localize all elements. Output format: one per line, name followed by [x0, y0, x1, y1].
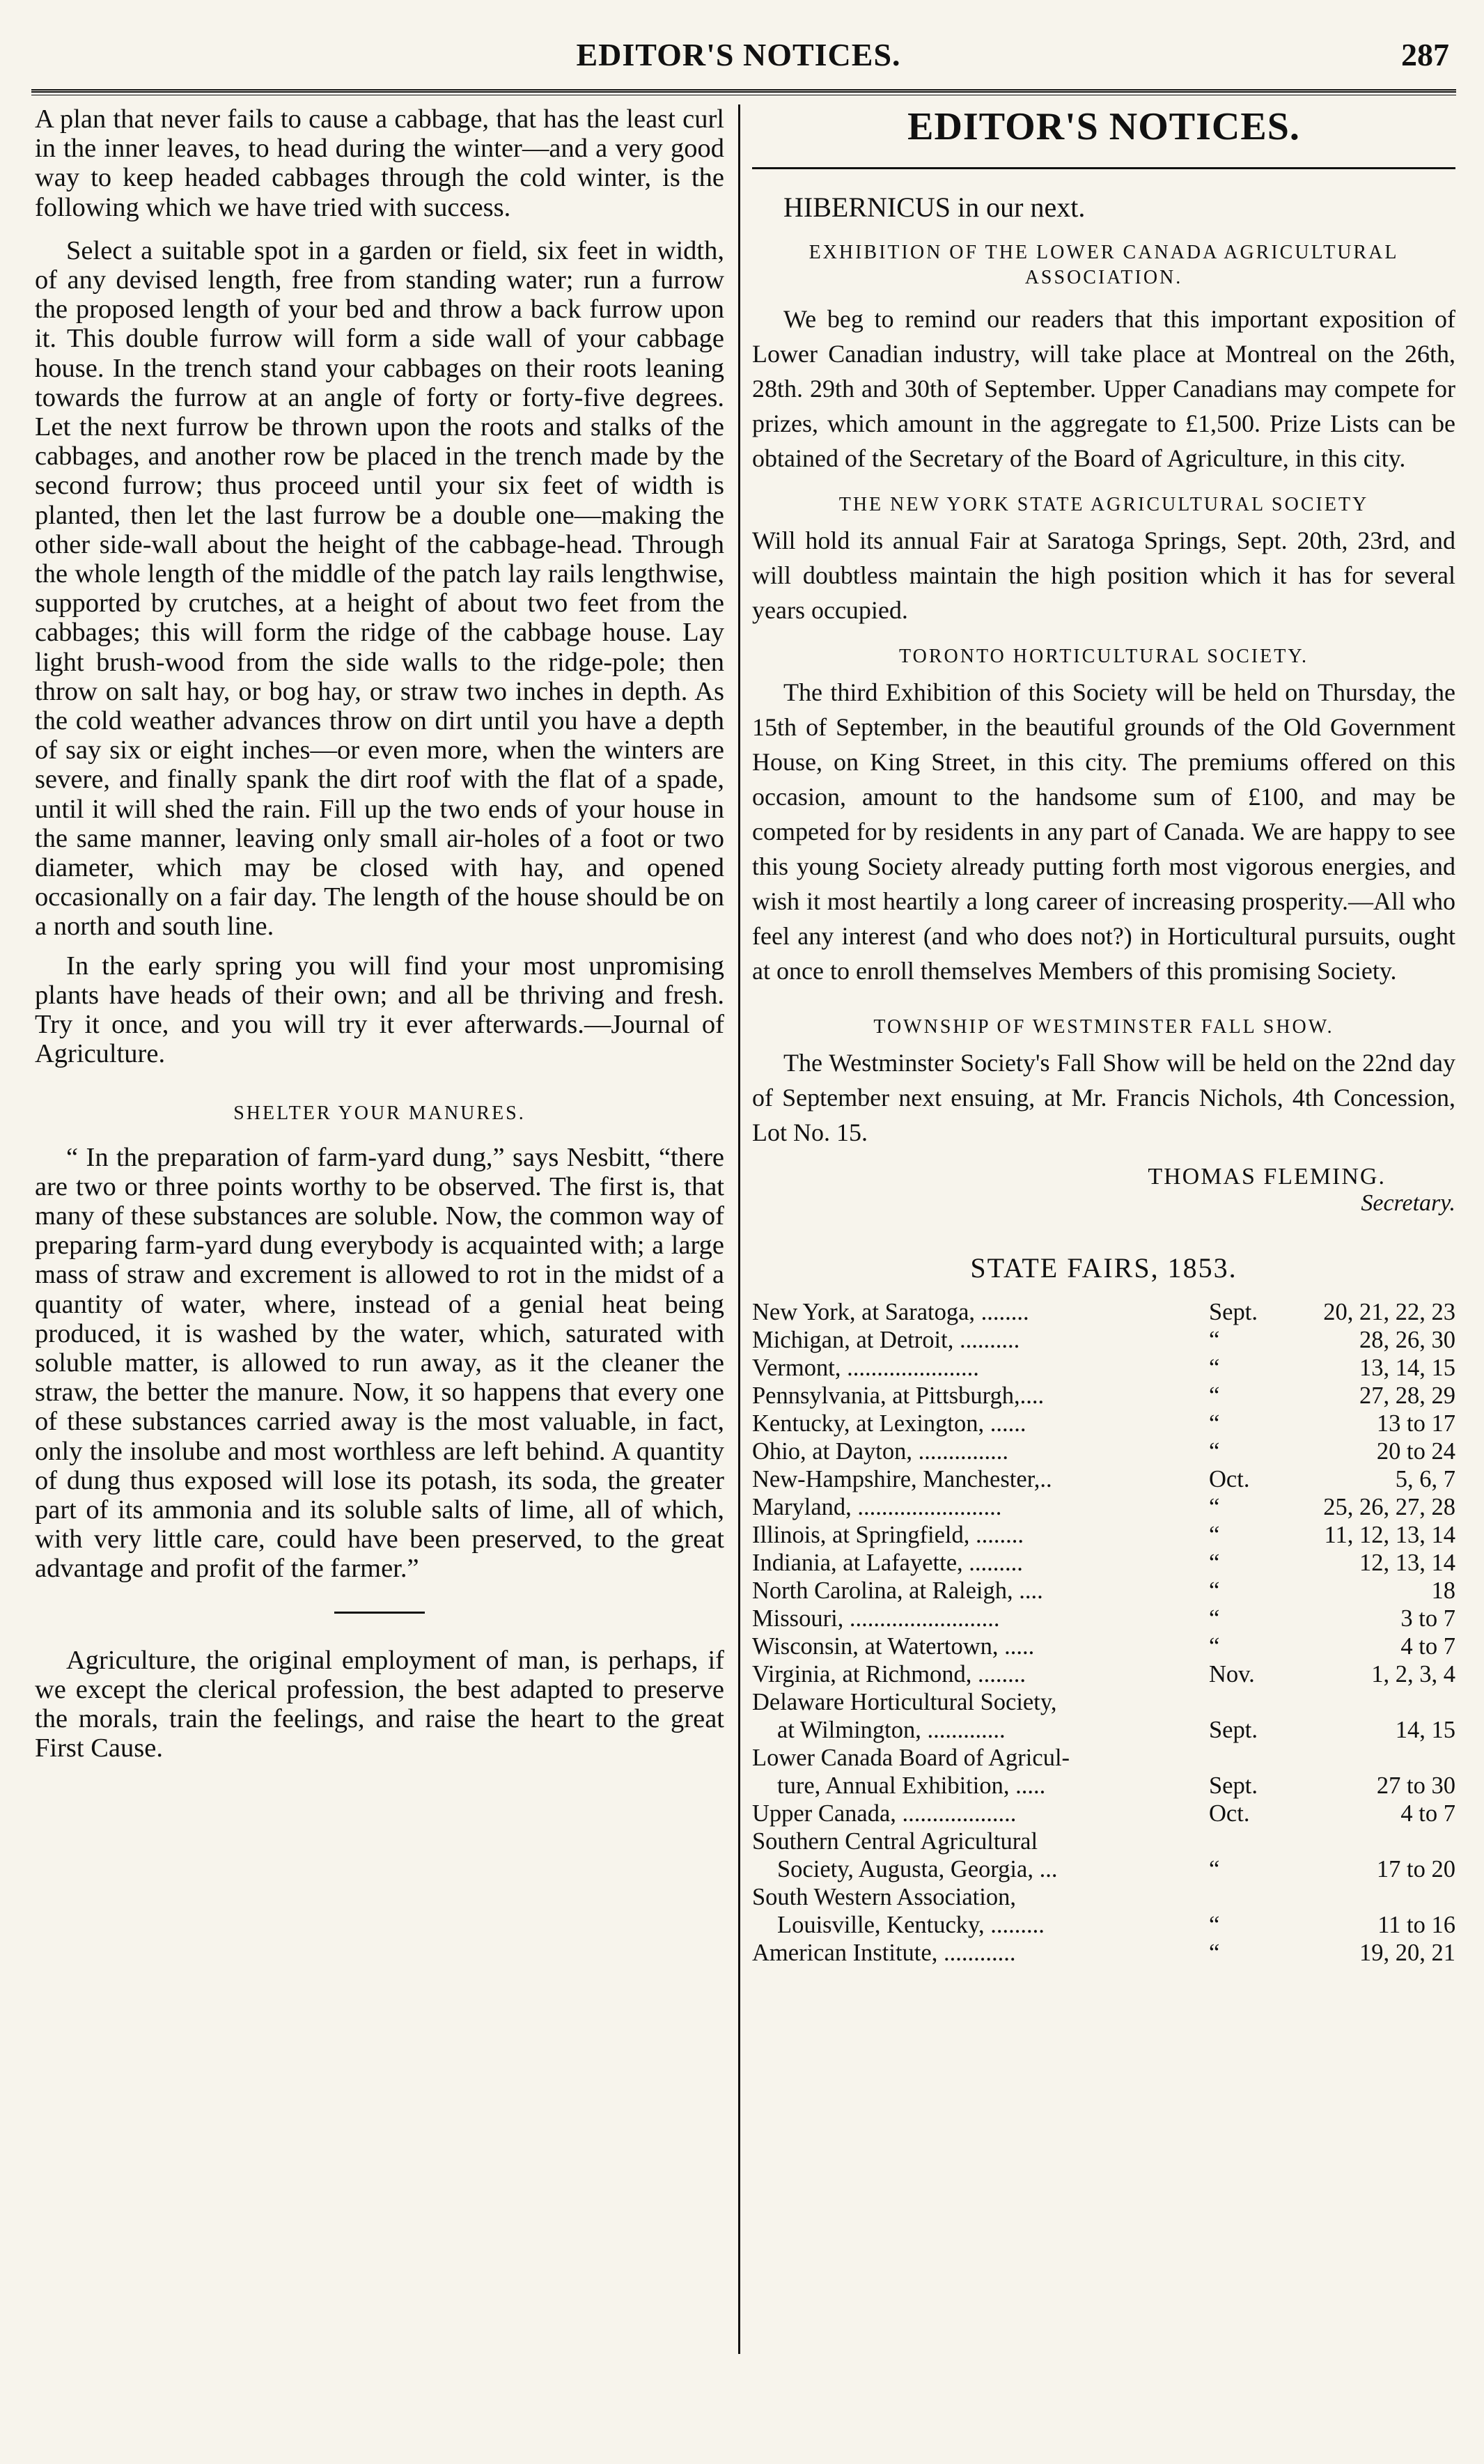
fair-name: Ohio, at Dayton, ............... — [752, 1438, 1008, 1465]
fair-month — [1209, 1883, 1272, 1911]
cabbage-paragraph-2: Select a suitable spot in a garden or field, six feet in width, of any devised length, free from standing water; run a furrow the proposed length of your bed and throw a back furrow upon it. This double furrow will form a side wall of your cabbage house. In the trench stand your cabbages on their roots leaning towards the furrow at an angle of forty or forty-five degrees. Let the next furrow be thrown upon the roots and stalks of the cabbages, and another row be placed in the trench made by the second furrow; thus proceed until your six feet of width is planted, then let the last furrow be a double one—making the other side-wall about the height of the cabbage-head. Through the whole length of the middle of the patch lay rails lengthwise, supported by crutches, at a height of about two feet from the cabbages; this will form the ridge of the cabbage house. Lay light brush-wood from the side walls to the ridge-pole; then throw on salt hay, or bog hay, or straw two inches in depth. As the cold weather advances throw on dirt until you have a depth of say six or eight inches—or even more, when the winters are severe, and finally spank the dirt roof with the flat of a spade, until it will shed the rain. Fill up the two ends of your house in the same manner, leaving only small air-holes of a foot or two diameter, which may be closed with hay, and opened occasionally on a fair day. The length of the house should be on a north and south line. — [35, 235, 724, 942]
fair-row — [752, 1382, 1455, 1410]
fair-row — [752, 1911, 1455, 1939]
toronto-body: The third Exhibition of this Society will be held on Thursday, the 15th of September, in the beautiful grounds of the Old Government House, on King Street, in this city. The premiums offered on this occasion, amount to the handsome sum of £100, and may be competed for by residents in any part of Canada. We are happy to see this young Society already putting forth most vigorous energies, and wish it most heartily a long career of increasing prosperity.—All who feel any interest (and who does not?) in Horticultural pursuits, ought at once to enroll themselves Members of this promising Society. — [752, 678, 1455, 985]
manures-heading: SHELTER YOUR MANURES. — [233, 1102, 526, 1124]
agriculture-paragraph: Agriculture, the original employment of man, is perhaps, if we except the clerical profession, the best adapted to preserve the morals, train the feelings, and raise the heart to the great First Cause. — [35, 1645, 724, 1763]
fair-month: “ — [1209, 1410, 1220, 1437]
fair-month: Oct. — [1209, 1466, 1250, 1492]
fair-days: 11 to 16 — [1377, 1912, 1455, 1938]
notices-title: EDITOR'S NOTICES. — [907, 105, 1300, 148]
fair-row — [752, 1298, 1455, 1326]
fair-row — [752, 1326, 1455, 1354]
fair-days — [1272, 1688, 1455, 1716]
fair-name: Pennsylvania, at Pittsburgh,.... — [752, 1382, 1045, 1409]
signature-title: Secretary. — [1361, 1190, 1455, 1216]
fair-row — [752, 1605, 1455, 1632]
signature-name: THOMAS FLEMING. — [1148, 1164, 1386, 1190]
fair-month: “ — [1209, 1522, 1220, 1548]
fair-days: 18 — [1431, 1577, 1455, 1604]
fair-days: 25, 26, 27, 28 — [1323, 1494, 1455, 1520]
fair-days: 3 to 7 — [1400, 1605, 1455, 1632]
fair-month: “ — [1209, 1382, 1220, 1409]
fair-row — [752, 1410, 1455, 1437]
fair-name: Lower Canada Board of Agricul- — [752, 1745, 1070, 1771]
fair-name: Society, Augusta, Georgia, ... — [777, 1856, 1058, 1882]
fair-days: 13 to 17 — [1376, 1410, 1455, 1437]
fair-row — [752, 1800, 1455, 1827]
fair-days: 27 to 30 — [1376, 1772, 1455, 1799]
fair-month: Sept. — [1209, 1772, 1258, 1799]
fair-days: 12, 13, 14 — [1359, 1550, 1455, 1576]
fair-month: “ — [1209, 1327, 1220, 1353]
fair-row — [752, 1855, 1455, 1883]
fair-name: Delaware Horticultural Society, — [752, 1689, 1057, 1715]
fair-name: South Western Association, — [752, 1884, 1016, 1910]
fair-month: Sept. — [1209, 1717, 1258, 1743]
fair-row — [752, 1883, 1455, 1911]
new-york-heading: THE NEW YORK STATE AGRICULTURAL SOCIETY — [838, 494, 1369, 515]
running-header — [28, 36, 1449, 78]
fair-month: “ — [1209, 1856, 1220, 1882]
fair-month — [1209, 1827, 1272, 1855]
fair-days: 11, 12, 13, 14 — [1324, 1522, 1455, 1548]
fair-name: Indiania, at Lafayette, ......... — [752, 1550, 1023, 1576]
fair-days: 4 to 7 — [1400, 1800, 1455, 1827]
fair-row — [752, 1354, 1455, 1382]
fair-name: American Institute, ............ — [752, 1940, 1016, 1966]
fair-name: Kentucky, at Lexington, ...... — [752, 1410, 1026, 1437]
fair-days: 5, 6, 7 — [1395, 1466, 1455, 1492]
cabbage-paragraph-1: A plan that never fails to cause a cabbage, that has the least curl in the inner leaves, to head during the winter—and a very good way to keep headed cabbages through the cold winter, is the following which we have tried with success. — [35, 104, 724, 222]
fair-name: Missouri, ......................... — [752, 1605, 1000, 1632]
fair-days: 20 to 24 — [1376, 1438, 1455, 1465]
westminster-body: The Westminster Society's Fall Show will be held on the 22nd day of September next ensuing, at Mr. Francis Nichols, 4th Concession, Lot No. 15. — [752, 1049, 1455, 1146]
fair-month: Sept. — [1209, 1299, 1258, 1325]
fair-days: 20, 21, 22, 23 — [1323, 1299, 1455, 1325]
fair-days: 14, 15 — [1395, 1717, 1455, 1743]
toronto-heading: TORONTO HORTICULTURAL SOCIETY. — [899, 646, 1309, 667]
state-fairs-title: STATE FAIRS, 1853. — [970, 1252, 1237, 1284]
fair-days: 4 to 7 — [1400, 1633, 1455, 1660]
manures-paragraph: “ In the preparation of farm-yard dung,” says Nesbitt, “there are two or three points worthy to be observed. The first is, that many of these substances are soluble. Now, the common way of preparing farm-yard dung everybody is acquainted with; a large mass of straw and excrement is allowed to rot in the midst of a quantity of water, where, instead of a genial heat being produced, it is washed by the water, which, saturated with soluble matter, is allowed to run away, as it the cleaner the straw, the better the manure. Now, it so happens that every one of these substances carried away is the most valuable, in fact, only the insolube and most worthless are left behind. A quantity of dung thus exposed will lose its potash, its soda, the greater part of its ammonia and its soluble salts of lime, all of which, with very little care, could have been preserved, to the great advantage and profit of the farmer.” — [35, 1142, 724, 1584]
fair-name: at Wilmington, ............. — [777, 1717, 1006, 1743]
fair-row — [752, 1939, 1455, 1967]
fair-name: New York, at Saratoga, ........ — [752, 1299, 1029, 1325]
fair-name: Michigan, at Detroit, .......... — [752, 1327, 1020, 1353]
page-number: 287 — [1401, 37, 1449, 72]
fair-month: “ — [1209, 1912, 1220, 1938]
fair-month — [1209, 1688, 1272, 1716]
fair-name: Louisville, Kentucky, ......... — [777, 1912, 1045, 1938]
right-column — [752, 104, 1455, 1967]
fair-name: Maryland, ........................ — [752, 1494, 1002, 1520]
fair-name: Illinois, at Springfield, ........ — [752, 1522, 1024, 1548]
fair-month: Nov. — [1209, 1661, 1255, 1687]
fair-days: 13, 14, 15 — [1359, 1355, 1455, 1381]
fair-days — [1272, 1827, 1455, 1855]
fair-row — [752, 1632, 1455, 1660]
lower-canada-body: We beg to remind our readers that this important exposition of Lower Canadian industry, will take place at Montreal on the 26th, 28th. 29th and 30th of September. Upper Canadians may compete for prizes, which amount in the aggregate to £1,500. Prize Lists can be obtained of the Secretary of the Board of Agriculture, in this city. — [752, 305, 1455, 472]
fair-row — [752, 1716, 1455, 1744]
fair-name: Vermont, ...................... — [752, 1355, 979, 1381]
fair-days: 28, 26, 30 — [1359, 1327, 1455, 1353]
fair-name: ture, Annual Exhibition, ..... — [777, 1772, 1046, 1799]
fair-month — [1209, 1744, 1272, 1772]
fair-month: “ — [1209, 1494, 1220, 1520]
section-rule — [334, 1612, 425, 1614]
fair-month: “ — [1209, 1577, 1220, 1604]
fair-row — [752, 1437, 1455, 1465]
westminster-heading: TOWNSHIP OF WESTMINSTER FALL SHOW. — [873, 1016, 1334, 1038]
fair-month: Oct. — [1209, 1800, 1250, 1827]
fair-month: “ — [1209, 1605, 1220, 1632]
fair-row — [752, 1744, 1455, 1772]
lower-canada-heading: EXHIBITION OF THE LOWER CANADA AGRICULTURAL ASSOCIATION. — [809, 242, 1399, 288]
left-column — [35, 104, 724, 1763]
fair-name: Wisconsin, at Watertown, ..... — [752, 1633, 1035, 1660]
fair-days: 19, 20, 21 — [1359, 1940, 1455, 1966]
fair-row — [752, 1688, 1455, 1716]
fair-name: Virginia, at Richmond, ........ — [752, 1661, 1026, 1687]
fair-days — [1272, 1883, 1455, 1911]
column-divider — [738, 104, 740, 2354]
notices-rule — [752, 167, 1455, 169]
fair-name: Upper Canada, ................... — [752, 1800, 1017, 1827]
fair-month: “ — [1209, 1633, 1220, 1660]
fair-row — [752, 1465, 1455, 1493]
fair-row — [752, 1772, 1455, 1800]
fair-days: 1, 2, 3, 4 — [1371, 1661, 1455, 1687]
new-york-body: Will hold its annual Fair at Saratoga Springs, Sept. 20th, 23rd, and will doubtless maintain the high position which it has for several years occupied. — [752, 527, 1455, 624]
fair-days — [1272, 1744, 1455, 1772]
fair-month: “ — [1209, 1355, 1220, 1381]
cabbage-paragraph-3: In the early spring you will find your most unpromising plants have heads of their own; and all be thriving and fresh. Try it once, and you will try it ever afterwards.—Journal of Agriculture. — [35, 951, 724, 1069]
fair-month: “ — [1209, 1940, 1220, 1966]
fair-name: Southern Central Agricultural — [752, 1828, 1038, 1855]
fair-name: North Carolina, at Raleigh, .... — [752, 1577, 1043, 1604]
fair-row — [752, 1521, 1455, 1549]
fair-days: 27, 28, 29 — [1359, 1382, 1455, 1409]
fair-row — [752, 1493, 1455, 1521]
fair-month: “ — [1209, 1438, 1220, 1465]
fair-row — [752, 1577, 1455, 1605]
fair-row — [752, 1549, 1455, 1577]
fair-month: “ — [1209, 1550, 1220, 1576]
running-title: EDITOR'S NOTICES. — [576, 37, 901, 72]
hibernicus-note: HIBERNICUS in our next. — [783, 192, 1086, 223]
fair-days: 17 to 20 — [1376, 1856, 1455, 1882]
fair-row — [752, 1660, 1455, 1688]
fair-name: New-Hampshire, Manchester,.. — [752, 1466, 1052, 1492]
state-fairs-table — [752, 1298, 1455, 1967]
header-rule — [31, 89, 1456, 95]
fair-row — [752, 1827, 1455, 1855]
